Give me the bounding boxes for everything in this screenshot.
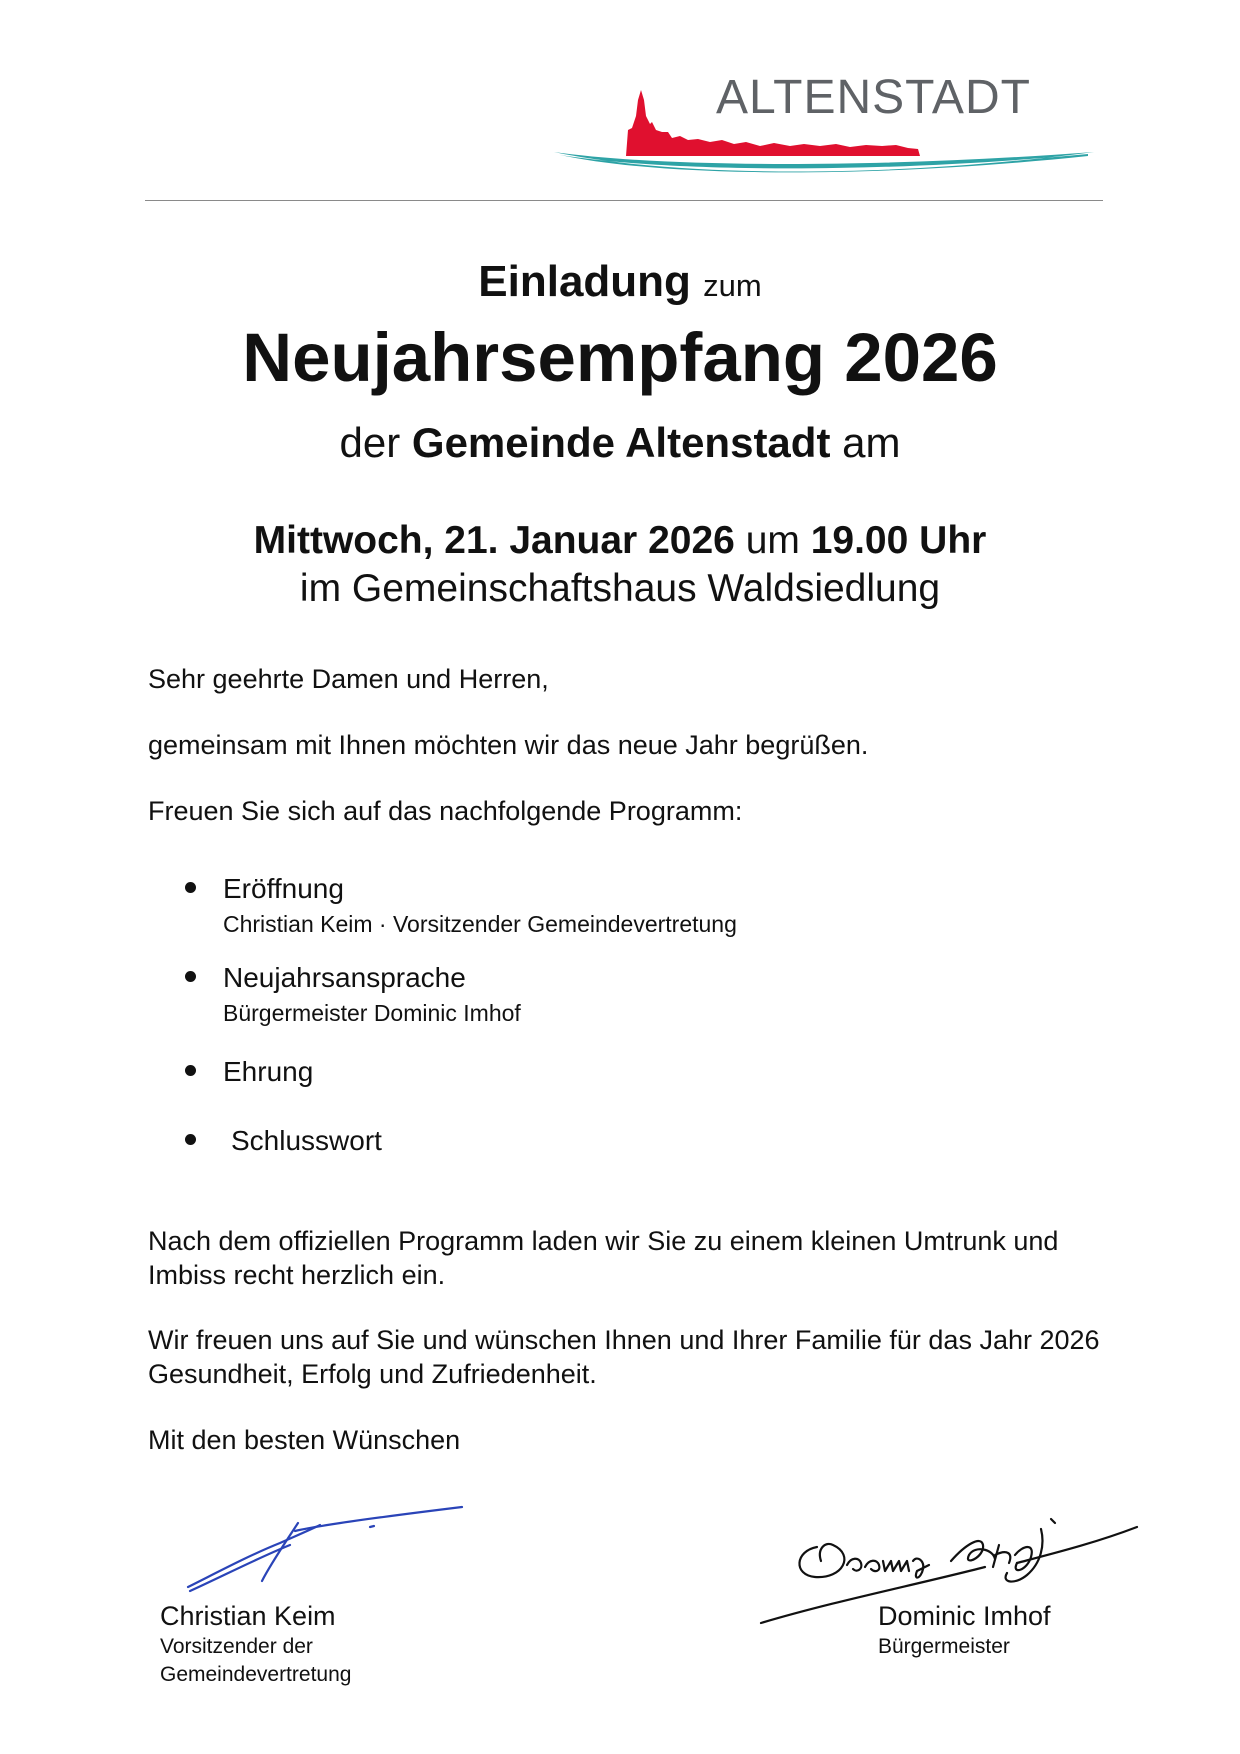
host-prefix: der [339,419,401,466]
host-name: Gemeinde Altenstadt [411,419,831,466]
logo-text: ALTENSTADT [716,71,1031,124]
invitation-word: Einladung [478,257,691,306]
bullet-icon [185,882,196,893]
program-item-subtitle: Christian Keim · Vorsitzender Gemeindevertretung [223,911,737,937]
program-item-title: Ehrung [223,1056,314,1087]
bullet-icon [185,1065,196,1076]
invitation-line [0,256,1240,312]
bullet-icon [185,971,196,982]
event-title: Neujahrsempfang 2026 [242,319,998,396]
salutation: Sehr geehrte Damen und Herren, [148,664,549,694]
bullet-icon [185,1134,196,1145]
event-time: 19.00 Uhr [810,519,987,562]
host-suffix: am [842,419,901,466]
program-item-title: Schlusswort [231,1125,382,1156]
date-line [0,518,1240,564]
intro-text: gemeinsam mit Ihnen möchten wir das neue Jahr begrüßen. [148,730,869,760]
altenstadt-logo [548,60,1100,190]
signer-name: Dominic Imhof [878,1601,1051,1631]
wishes-text: Wir freuen uns auf Sie und wünschen Ihnen und Ihrer Familie für das Jahr 2026 Gesundheit, Erfolg und Zufriedenheit. [148,1325,1100,1389]
program-item-title: Eröffnung [223,873,344,904]
signer-name: Christian Keim [160,1601,336,1631]
signature-christian-keim [180,1495,470,1605]
program-item-subtitle: Bürgermeister Dominic Imhof [223,1000,521,1026]
program-intro: Freuen Sie sich auf das nachfolgende Programm: [148,796,743,826]
host-line [0,418,1240,468]
event-venue: im Gemeinschaftshaus Waldsiedlung [299,567,941,610]
program-item-title: Neujahrsansprache [223,962,466,993]
closing-text: Mit den besten Wünschen [148,1425,461,1455]
header-divider [145,200,1103,201]
time-prefix: um [745,519,800,562]
after-program-text: Nach dem offiziellen Programm laden wir Sie zu einem kleinen Umtrunk und Imbiss recht herzlich ein. [148,1226,1059,1290]
event-date: Mittwoch, 21. Januar 2026 [253,519,735,562]
signer-role: Bürgermeister [878,1635,1010,1658]
signer-role: Vorsitzender der Gemeindevertretung [160,1635,352,1686]
invitation-connector: zum [703,268,762,303]
handwritten-signature-icon [180,1495,470,1605]
